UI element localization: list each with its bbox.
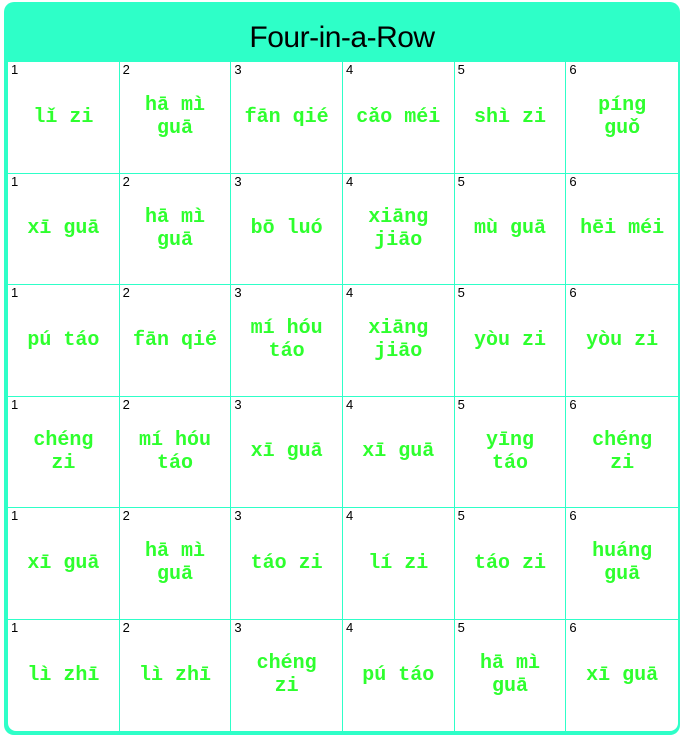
column-number: 1 bbox=[11, 62, 19, 77]
cell-word: píng guǒ bbox=[598, 94, 647, 141]
column-number: 2 bbox=[122, 396, 130, 412]
column-number: 1 bbox=[11, 619, 19, 635]
column-number: 4 bbox=[345, 396, 354, 412]
cell-word: hā mì guā bbox=[144, 205, 205, 252]
column-number: 5 bbox=[457, 62, 465, 77]
cell-word: chéng zi bbox=[256, 652, 317, 699]
column-number: 3 bbox=[234, 62, 242, 77]
column-number: 6 bbox=[569, 285, 577, 300]
cell-word: táo zi bbox=[250, 551, 323, 575]
column-number: 3 bbox=[234, 619, 242, 635]
board-cell[interactable] bbox=[455, 397, 567, 509]
board-cell[interactable] bbox=[566, 508, 678, 620]
board-cell[interactable] bbox=[8, 508, 120, 620]
board-cell[interactable] bbox=[455, 620, 567, 732]
board-cell[interactable] bbox=[455, 508, 567, 620]
column-number: 4 bbox=[345, 62, 354, 77]
board-cell[interactable] bbox=[120, 174, 232, 286]
board-cell[interactable] bbox=[343, 508, 455, 620]
board-cell[interactable] bbox=[566, 285, 678, 397]
board-cell[interactable] bbox=[231, 62, 343, 174]
cell-word: xī guā bbox=[250, 440, 323, 464]
cell-word: xī guā bbox=[27, 217, 100, 241]
cell-word: pú táo bbox=[27, 328, 100, 352]
column-number: 4 bbox=[345, 173, 354, 189]
cell-word: lì zhī bbox=[138, 663, 211, 687]
cell-word: bō luó bbox=[250, 217, 323, 241]
column-number: 1 bbox=[11, 173, 19, 189]
column-number: 4 bbox=[345, 619, 354, 635]
column-number: 1 bbox=[11, 285, 19, 300]
column-number: 3 bbox=[234, 173, 242, 189]
column-number: 3 bbox=[234, 396, 242, 412]
game-board bbox=[4, 2, 680, 735]
column-number: 2 bbox=[122, 508, 130, 523]
cell-word: xiāng jiāo bbox=[368, 205, 429, 252]
board-cell[interactable] bbox=[566, 397, 678, 509]
column-number: 2 bbox=[122, 285, 130, 300]
board-cell[interactable] bbox=[8, 620, 120, 732]
cell-word: xī guā bbox=[362, 440, 435, 464]
cell-word: pú táo bbox=[362, 663, 435, 687]
cell-word: táo zi bbox=[473, 551, 546, 575]
board-cell[interactable] bbox=[231, 285, 343, 397]
board-cell[interactable] bbox=[343, 397, 455, 509]
board-cell[interactable] bbox=[231, 508, 343, 620]
cell-word: xī guā bbox=[586, 663, 659, 687]
column-number: 6 bbox=[569, 62, 577, 77]
cell-word: fān qié bbox=[132, 328, 217, 352]
column-number: 5 bbox=[457, 396, 465, 412]
cell-word: xiāng jiāo bbox=[368, 317, 429, 364]
cell-word: yòu zi bbox=[473, 328, 546, 352]
cell-word: lí zi bbox=[368, 551, 429, 575]
board-cell[interactable] bbox=[120, 397, 232, 509]
cell-word: shì zi bbox=[473, 105, 546, 129]
board-cell[interactable] bbox=[8, 285, 120, 397]
game-title: Four-in-a-Row bbox=[249, 21, 435, 54]
cell-word: yòu zi bbox=[586, 328, 659, 352]
board-cell[interactable] bbox=[566, 174, 678, 286]
cell-word: lǐ zi bbox=[33, 105, 94, 129]
board-cell[interactable] bbox=[343, 174, 455, 286]
column-number: 3 bbox=[234, 508, 242, 523]
board-cell[interactable] bbox=[120, 62, 232, 174]
board-cell[interactable] bbox=[8, 397, 120, 509]
board-cell[interactable] bbox=[566, 62, 678, 174]
board-cell[interactable] bbox=[343, 620, 455, 732]
board-cell[interactable] bbox=[343, 62, 455, 174]
column-number: 5 bbox=[457, 285, 465, 300]
board-cell[interactable] bbox=[231, 620, 343, 732]
cell-word: cǎo méi bbox=[356, 105, 441, 129]
cell-word: mí hóu táo bbox=[250, 317, 323, 364]
board-grid bbox=[8, 62, 678, 731]
column-number: 5 bbox=[457, 508, 465, 523]
column-number: 4 bbox=[345, 508, 354, 523]
column-number: 5 bbox=[457, 619, 465, 635]
column-number: 2 bbox=[122, 619, 130, 635]
board-cell[interactable] bbox=[566, 620, 678, 732]
board-cell[interactable] bbox=[455, 285, 567, 397]
cell-word: lì zhī bbox=[27, 663, 100, 687]
board-cell[interactable] bbox=[231, 174, 343, 286]
board-cell[interactable] bbox=[455, 62, 567, 174]
cell-word: chéng zi bbox=[33, 428, 94, 475]
board-cell[interactable] bbox=[120, 285, 232, 397]
board-cell[interactable] bbox=[343, 285, 455, 397]
cell-word: mù guā bbox=[473, 217, 546, 241]
cell-word: xī guā bbox=[27, 551, 100, 575]
column-number: 6 bbox=[569, 396, 577, 412]
column-number: 1 bbox=[11, 396, 19, 412]
cell-word: hā mì guā bbox=[144, 94, 205, 141]
column-number: 4 bbox=[345, 285, 354, 300]
column-number: 6 bbox=[569, 173, 577, 189]
board-cell[interactable] bbox=[120, 508, 232, 620]
board-cell[interactable] bbox=[8, 174, 120, 286]
column-number: 1 bbox=[11, 508, 19, 523]
cell-word: yīng táo bbox=[485, 428, 534, 475]
cell-word: huáng guā bbox=[592, 540, 653, 587]
cell-word: hā mì guā bbox=[479, 652, 540, 699]
board-cell[interactable] bbox=[455, 174, 567, 286]
column-number: 6 bbox=[569, 508, 577, 523]
board-cell[interactable] bbox=[231, 397, 343, 509]
cell-word: mí hóu táo bbox=[138, 428, 211, 475]
cell-word: chéng zi bbox=[592, 428, 653, 475]
column-number: 6 bbox=[569, 619, 577, 635]
column-number: 5 bbox=[457, 173, 465, 189]
cell-word: hā mì guā bbox=[144, 540, 205, 587]
board-cell[interactable] bbox=[8, 62, 120, 174]
cell-word: hēi méi bbox=[580, 217, 665, 241]
board-cell[interactable] bbox=[120, 620, 232, 732]
column-number: 2 bbox=[122, 173, 130, 189]
column-number: 2 bbox=[122, 62, 130, 77]
column-number: 3 bbox=[234, 285, 242, 300]
cell-word: fān qié bbox=[244, 105, 329, 129]
